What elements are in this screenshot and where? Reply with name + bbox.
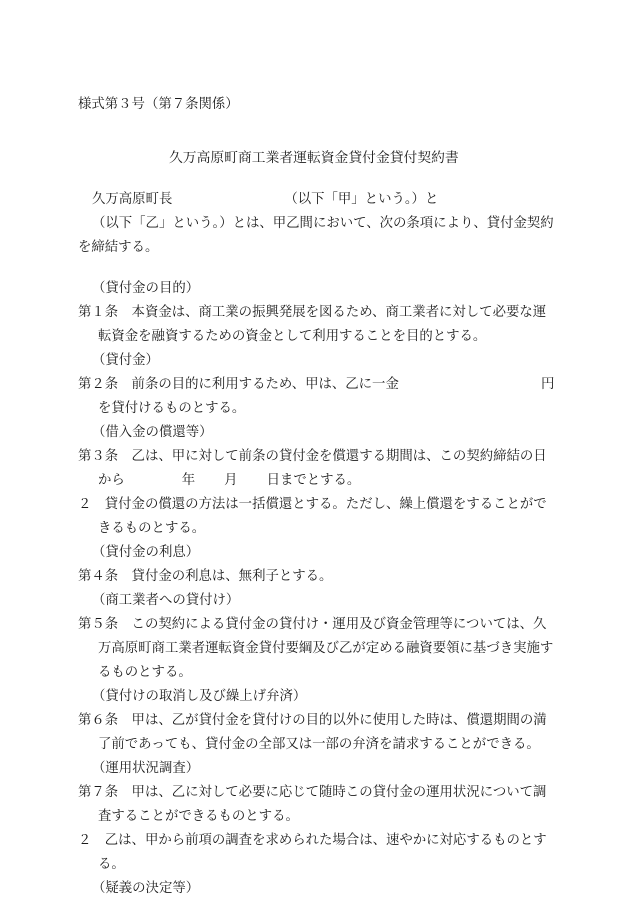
heading-interest: （貸付金の利息）	[92, 545, 200, 560]
yen-unit: 円	[541, 377, 555, 392]
article-5-line-1: 第５条 この契約による貸付金の貸付け・運用及び資金管理等については、久	[78, 617, 547, 632]
article-7-para-2-line-2: る。	[98, 857, 125, 872]
heading-loan: （貸付金）	[92, 353, 159, 368]
intro-line-1	[92, 193, 438, 206]
article-3-line-1: 第３条 乙は、甲に対して前条の貸付金を償還する期間は、この契約締結の日	[78, 449, 547, 464]
article-2-line-2: を貸付けるものとする。	[98, 401, 246, 416]
day-label: 日までとする。	[266, 473, 361, 488]
month-label: 月	[224, 473, 238, 488]
period-from-label: から	[98, 473, 125, 488]
article-1-line-1: 第１条 本資金は、商工業の振興発展を図るため、商工業者に対して必要な運	[78, 305, 547, 320]
article-5-line-3: るものとする。	[98, 665, 192, 680]
article-5-line-2: 万高原町商工業者運転資金貸付要綱及び乙が定める融資要領に基づき実施す	[98, 641, 554, 656]
article-7-para-2-line-1: ２ 乙は、甲から前項の調査を求められた場合は、速やかに対応するものとす	[78, 833, 547, 848]
intro-line-2: （以下「乙」という。）とは、甲乙間において、次の条項により、貸付金契約	[92, 216, 554, 231]
heading-cancellation: （貸付けの取消し及び繰上げ弁済）	[92, 689, 307, 704]
heading-lending: （商工業者への貸付け）	[92, 593, 240, 608]
heading-investigation: （運用状況調査）	[92, 761, 200, 776]
article-6-line-2: 了前であっても、貸付金の全部又は一部の弁済を請求することができる。	[98, 737, 540, 752]
document-title: 久万高原町商工業者運転資金貸付金貸付契約書	[169, 150, 459, 166]
intro-line-3: を締結する。	[78, 240, 159, 255]
form-header: 様式第３号（第７条関係）	[78, 97, 239, 112]
mayor-label: 久万高原町長	[92, 192, 173, 207]
article-1-line-2: 転資金を融資するための資金として利用することを目的とする。	[98, 329, 487, 344]
article-2-line-1: 第２条 前条の目的に利用するため、甲は、乙に一金	[78, 377, 399, 392]
heading-repayment: （借入金の償還等）	[92, 425, 213, 440]
article-6-line-1: 第６条 甲は、乙が貸付金を貸付けの目的以外に使用した時は、償還期間の満	[78, 713, 547, 728]
heading-doubts: （疑義の決定等）	[92, 881, 200, 896]
heading-purpose: （貸付金の目的）	[92, 281, 200, 296]
article-4-line-1: 第４条 貸付金の利息は、無利子とする。	[78, 569, 333, 584]
year-label: 年	[181, 473, 196, 488]
article-7-line-2: 査することができるものとする。	[98, 809, 299, 824]
party-a-definition: （以下「甲」という。）と	[284, 192, 439, 207]
article-7-line-1: 第７条 甲は、乙に対して必要に応じて随時この貸付金の運用状況について調	[78, 785, 547, 800]
article-3-para-2-line-1: ２ 貸付金の償還の方法は一括償還とする。ただし、繰上償還をすることがで	[78, 497, 547, 512]
article-3-line-2	[98, 474, 360, 487]
article-3-para-2-line-2: きるものとする。	[98, 521, 206, 536]
